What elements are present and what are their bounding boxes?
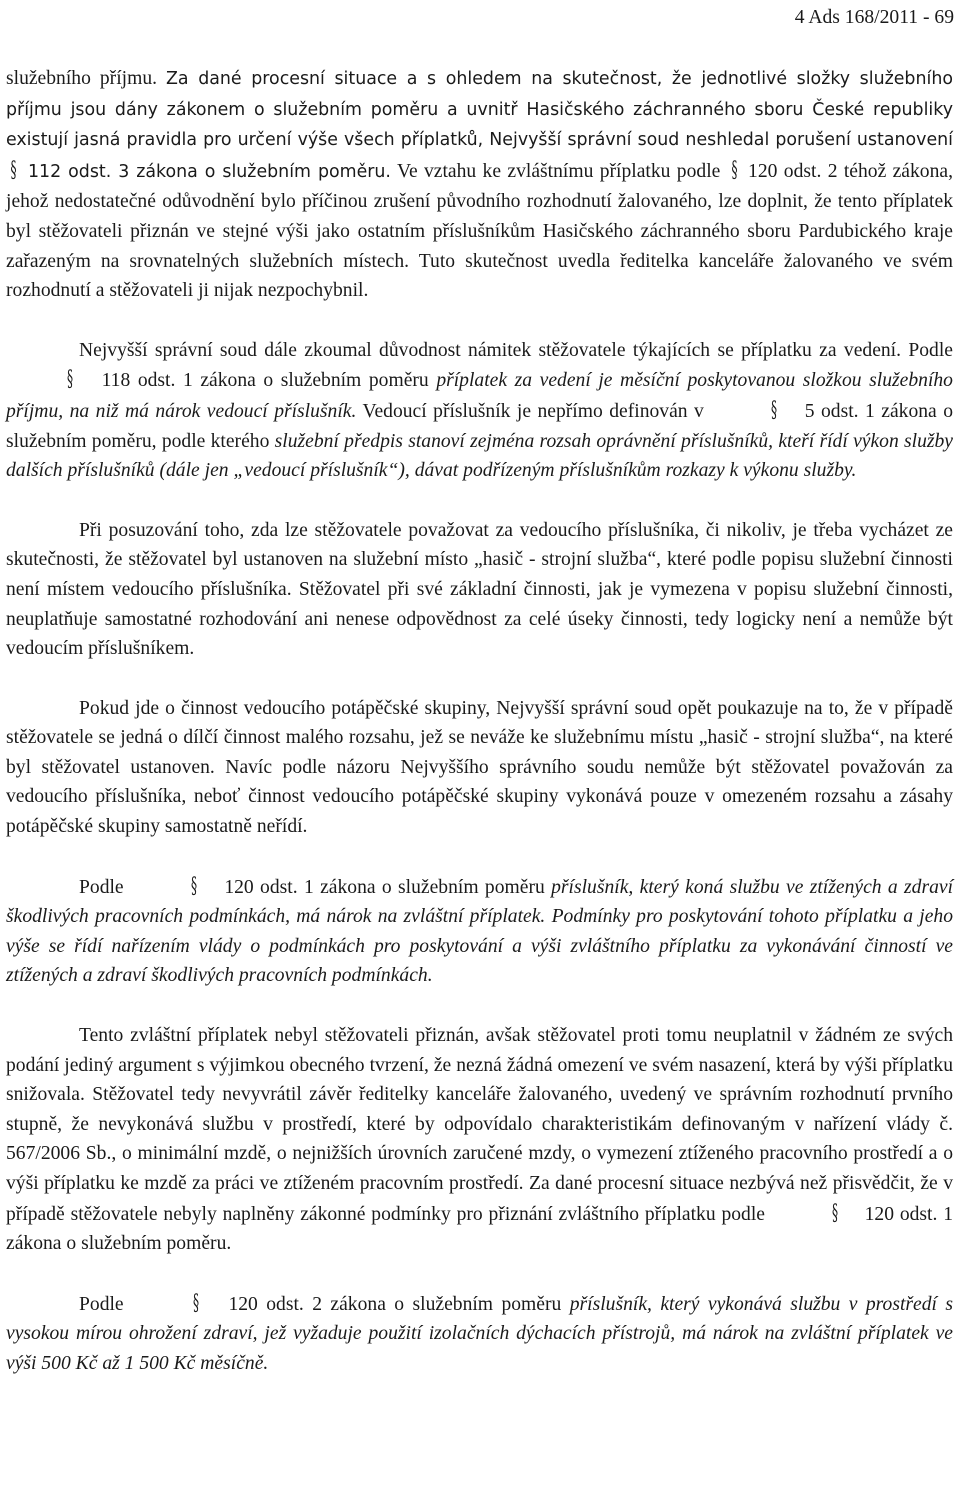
- paragraph-6: [6, 1021, 953, 1259]
- section-sign: §: [67, 367, 74, 393]
- text-run: 112 odst. 3 zákona o služebním poměru.: [21, 161, 391, 182]
- section-sign: §: [193, 1290, 200, 1316]
- text-run: 120 odst. 2 téhož zákona, jehož nedostatečné odůvodnění bylo příčinou zrušení původního rozhodnutí žalovaného, lze doplnit, že tento příplatek byl stěžovateli přiznán ve stejné výši jako ostatním příslušníkům Hasičského záchranného sboru Pardubického kraje zařazeným na srovnatelných služebních místech. Tuto skutečnost uvedla ředitelka kanceláře žalovaného ve svém rozhodnutí a stěžovateli ji nijak nezpochybnil.: [6, 160, 953, 302]
- page-reference: 4 Ads 168/2011 - 69: [794, 7, 954, 28]
- statute-quote: příslušník, který koná službu ve ztížených a zdraví škodlivých pracovních podmínkách, má nárok na zvláštní příplatek. Podmínky pro poskytování tohoto příplatku a jeho výše se řídí nařízením vlády o podmínkách pro poskytování a výši zvláštního příplatku za vykonávání činností ve ztížených a zdraví škodlivých pracovních podmínkách.: [6, 876, 954, 987]
- statute-quote: příslušník, který vykonává službu v prostředí s vysokou mírou ohrožení zdraví, jež vyžaduje použití izolačních dýchacích přístrojů, má nárok na zvláštní příplatek ve výši 500 Kč až 1 500 Kč měsíčně.: [6, 1293, 954, 1374]
- paragraph-2: [6, 336, 953, 486]
- section-sign: §: [10, 157, 17, 183]
- text-run: 120 odst. 1 zákona o služebním poměru: [217, 876, 552, 898]
- paragraph-5: [6, 872, 953, 991]
- paragraph-1: [6, 64, 953, 306]
- text-run: Vedoucí příslušník je nepřímo definován v: [356, 400, 711, 422]
- text-run: 118 odst. 1 zákona o služebním poměru: [94, 370, 437, 392]
- text-run: Za dané procesní situace a s ohledem na skutečnost, že jednotlivé složky služebního příjmu jsou dány zákonem o služebním poměru a uvnitř Hasičského záchranného sboru České republiky existují jasná pravidla pro určení výše všech příplatků, Nejvyšší správní soud neshledal porušení ustanovení: [6, 69, 953, 151]
- section-sign: §: [731, 157, 738, 183]
- text-run: 5 odst. 1 zákona o služebním poměru, podle kterého: [6, 400, 953, 452]
- section-sign: §: [831, 1200, 838, 1226]
- text-run: Nejvyšší správní soud dále zkoumal důvodnost námitek stěžovatele týkajících se příplatku za vedení. Podle: [79, 339, 953, 361]
- text-run: služebního příjmu.: [6, 68, 167, 89]
- text-run: Ve vztahu ke zvláštnímu příplatku podle: [390, 160, 727, 182]
- paragraph-3: Při posuzování toho, zda lze stěžovatele považovat za vedoucího příslušníka, či nikoliv, je třeba vycházet ze skutečnosti, že stěžovatel byl ustanoven na služební místo „hasič - strojní služba“, které podle popisu služební činnosti není místem vedoucího příslušníka. Stěžovatel při své základní činnosti, jak je vymezena v popisu služební činnosti, neuplatňuje samostatné rozhodování ani nenese odpovědnost za celé úseky činnosti, tedy logicky není a nemůže být vedoucím příslušníkem.: [6, 519, 953, 660]
- text-run: Podle: [79, 876, 130, 898]
- text-run: 120 odst. 2 zákona o služebním poměru: [220, 1293, 570, 1315]
- section-sign: §: [771, 397, 778, 423]
- text-run: Podle: [79, 1293, 133, 1315]
- paragraph-4: Pokud jde o činnost vedoucího potápěčské skupiny, Nejvyšší správní soud opět poukazuje na to, že v případě stěžovatele se jedná o dílčí činnost malého rozsahu, jež se neváže ke služebnímu místu „hasič - strojní služba“, na které byl stěžovatel ustanoven. Navíc podle názoru Nejvyššího správního soudu nemůže být stěžovatel považován za vedoucího příslušníka, neboť činnost vedoucího potápěčské skupiny vykonává pouze v omezeném rozsahu a zásahy potápěčské skupiny samostatně neřídí.: [6, 697, 953, 838]
- text-run: 120 odst. 1 zákona o služebním poměru.: [6, 1203, 953, 1255]
- statute-quote: příplatek za vedení je měsíční poskytovanou složkou služebního příjmu, na niž má nárok vedoucí příslušník.: [6, 370, 953, 422]
- paragraph-7: [6, 1289, 953, 1379]
- text-run: Tento zvláštní příplatek nebyl stěžovateli přiznán, avšak stěžovatel proti tomu neuplatnil v žádném ze svých podání jediný argument s výjimkou obecného tvrzení, že nezná žádná omezení ve svém nasazení, která by výši příplatku snižovala. Stěžovatel tedy nevyvrátil závěr ředitelky kanceláře žalovaného, uvedený ve správním rozhodnutí prvního stupně, že nevykonává službu v prostředí, které by odpovídalo charakteristikám definovaným v nařízení vlády č. 567/2006 Sb., o minimální mzdě, o nejnižších úrovních zaručené mzdy, o vymezení ztíženého pracovního prostředí a o výši příplatku ke mzdě za práci ve ztíženém pracovním prostředí. Za dané procesní situace nezbývá než přisvědčit, že v případě stěžovatele nebyly naplněny zákonné podmínky pro přiznání zvláštního příplatku podle: [6, 1025, 953, 1225]
- document-body: [6, 64, 953, 1379]
- section-sign: §: [191, 873, 198, 899]
- statute-quote: služební předpis stanoví zejména rozsah oprávnění příslušníků, kteří řídí výkon služby dalších příslušníků (dále jen „vedoucí příslušník“), dávat podřízeným příslušníkům rozkazy k výkonu služby.: [6, 430, 954, 482]
